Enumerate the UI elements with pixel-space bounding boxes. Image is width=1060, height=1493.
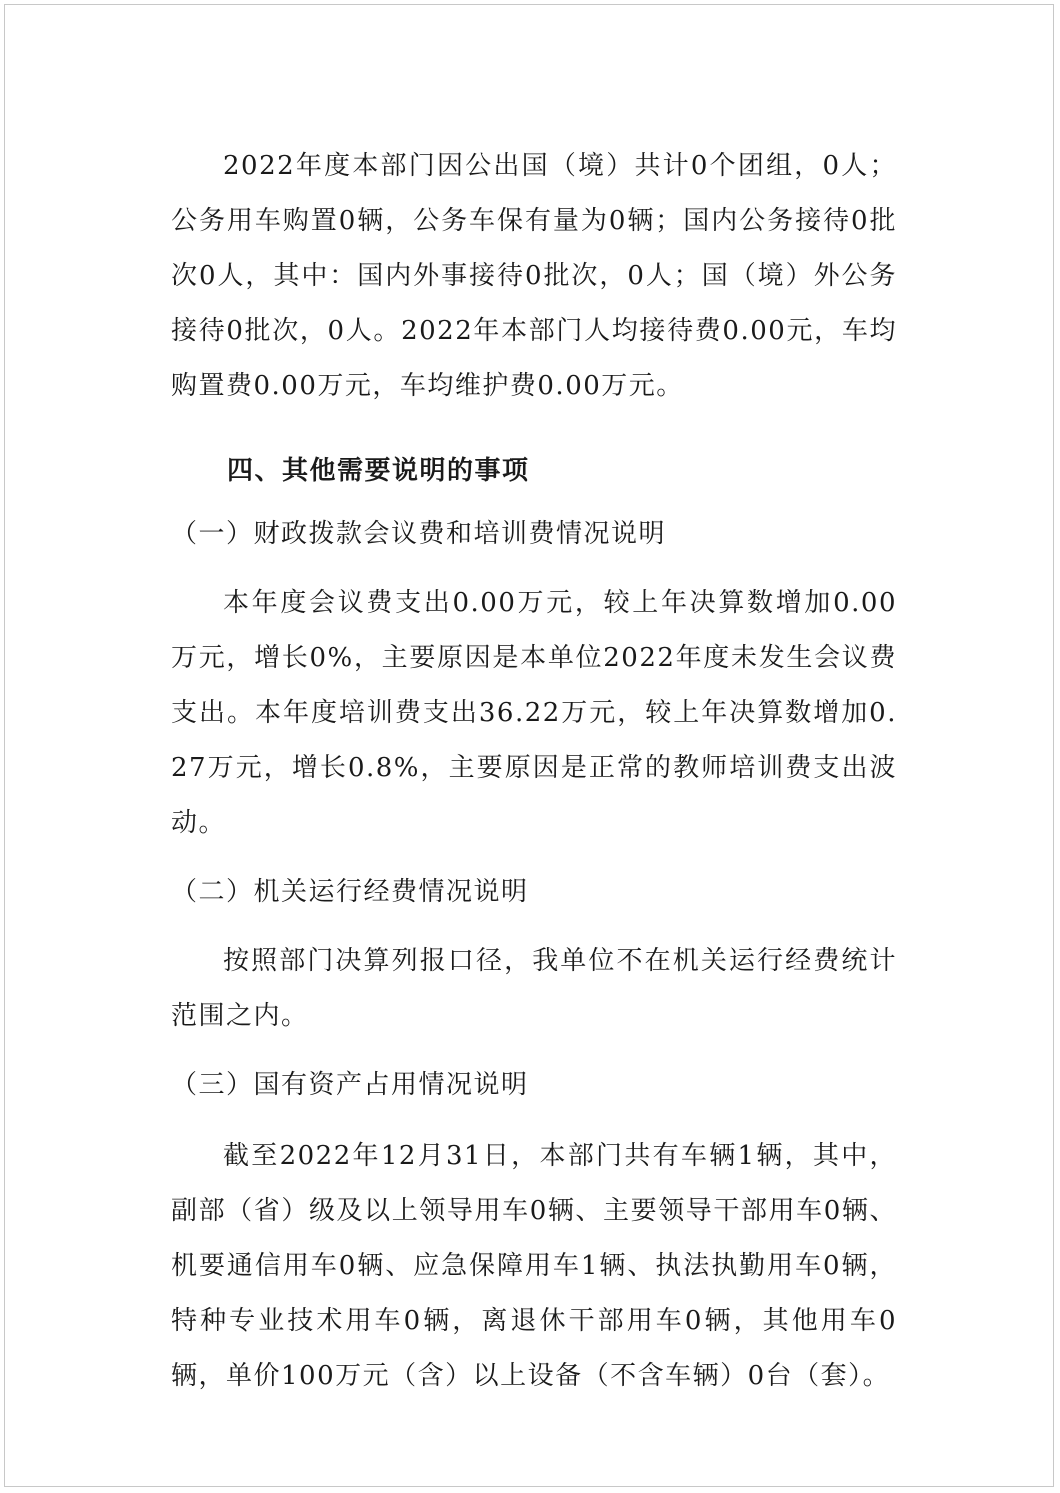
subheading-state-assets: （三）国有资产占用情况说明 [171, 1070, 529, 1100]
subheading-meeting-training-fees: （一）财政拨款会议费和培训费情况说明 [171, 519, 667, 549]
paragraph-overseas-and-vehicles: 2022年度本部门因公出国（境）共计0个团组，0人；公务用车购置0辆，公务车保有量为0辆；国内公务接待0批次0人，其中：国内外事接待0批次，0人；国（境）外公务接待0批次，0人。2022年本部门人均接待费0.00元，车均购置费0.00万元，车均维护费0.00万元。 [171, 151, 897, 401]
document-page [4, 4, 1054, 1487]
paragraph-operating-expenses: 按照部门决算列报口径，我单位不在机关运行经费统计范围之内。 [171, 946, 897, 1031]
document-body [171, 139, 897, 1404]
section-heading-other-matters: 四、其他需要说明的事项 [227, 456, 530, 486]
paragraph-state-assets: 截至2022年12月31日，本部门共有车辆1辆，其中，副部（省）级及以上领导用车0辆、主要领导干部用车0辆、机要通信用车0辆、应急保障用车1辆、执法执勤用车0辆，特种专业技术用车0辆，离退休干部用车0辆，其他用车0辆，单价100万元（含）以上设备（不含车辆）0台（套）。 [171, 1141, 897, 1391]
paragraph-meeting-training-fees: 本年度会议费支出0.00万元，较上年决算数增加0.00万元，增长0%，主要原因是本单位2022年度未发生会议费支出。本年度培训费支出36.22万元，较上年决算数增加0.27万元，增长0.8%，主要原因是正常的教师培训费支出波动。 [171, 588, 897, 838]
subheading-operating-expenses: （二）机关运行经费情况说明 [171, 877, 529, 907]
